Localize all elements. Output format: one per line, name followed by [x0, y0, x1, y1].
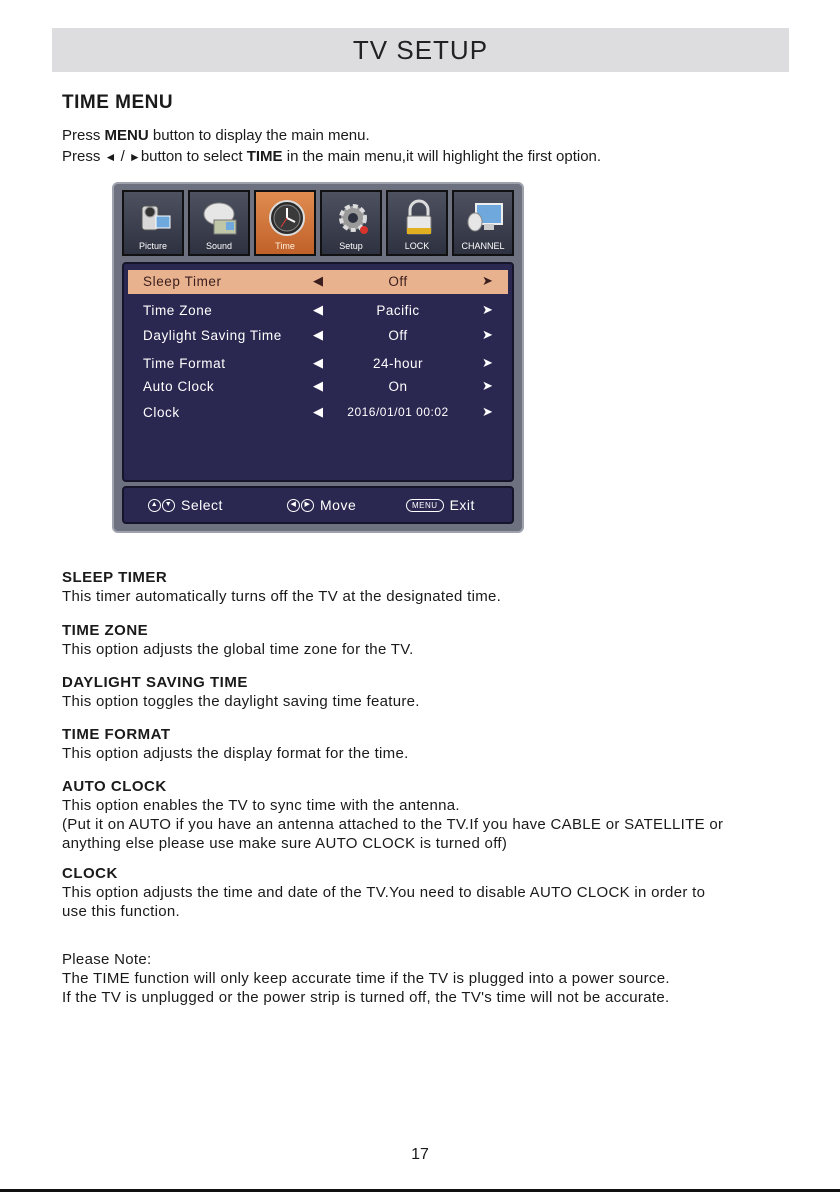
osd-settings-list [122, 262, 514, 482]
tv-osd-menu [112, 182, 524, 533]
tab-time-label: Time [275, 241, 295, 251]
desc-line: This option adjusts the time and date of the TV.You need to disable AUTO CLOCK in order to [62, 884, 706, 901]
padlock-icon [400, 198, 438, 238]
osd-row-auto-clock[interactable] [128, 375, 508, 399]
desc-sleep-timer [62, 568, 782, 606]
left-triangle-icon: ◄ [104, 150, 117, 164]
desc-time-format [62, 725, 782, 763]
tab-setup-label: Setup [339, 241, 363, 251]
osd-row-value: 2016/01/01 00:02 [347, 405, 449, 419]
left-right-buttons-icon [287, 499, 314, 512]
desc-clock [62, 864, 782, 921]
right-arrow-icon[interactable]: ➤ [482, 355, 493, 370]
tab-channel[interactable] [452, 190, 514, 256]
desc-line: use this function. [62, 903, 180, 920]
osd-footer-move-label: Move [320, 497, 357, 513]
tab-setup[interactable] [320, 190, 382, 256]
menu-key-icon: MENU [406, 499, 444, 512]
left-button-icon: ◀ [287, 499, 300, 512]
intro-line-2-mid: button to select [140, 148, 247, 165]
intro-line-1-pre: Press [62, 127, 105, 144]
clock-icon [268, 198, 306, 238]
desc-heading: TIME FORMAT [62, 726, 171, 743]
page-number: 17 [411, 1146, 429, 1163]
note-line: The TIME function will only keep accurate time if the TV is plugged into a power source. [62, 970, 670, 987]
satellite-dish-icon [202, 198, 240, 238]
left-arrow-icon[interactable]: ◀ [313, 378, 323, 393]
intro-line-2-sep: / [116, 148, 129, 165]
desc-line: (Put it on AUTO if you have an antenna attached to the TV.If you have CABLE or SATELLITE or [62, 816, 724, 833]
osd-row-label: Sleep Timer [143, 274, 222, 289]
desc-heading: AUTO CLOCK [62, 778, 167, 795]
section-title: TIME MENU [62, 92, 174, 113]
osd-row-time-zone[interactable] [128, 299, 508, 323]
intro-line-2-pre: Press [62, 148, 105, 165]
intro-line-2 [62, 146, 601, 168]
osd-row-label: Clock [143, 405, 180, 420]
osd-row-label: Auto Clock [143, 379, 215, 394]
osd-row-label: Time Format [143, 356, 226, 371]
osd-footer-move [287, 497, 356, 513]
desc-heading: DAYLIGHT SAVING TIME [62, 674, 248, 691]
right-arrow-icon[interactable]: ➤ [482, 327, 493, 342]
tab-time[interactable] [254, 190, 316, 256]
tab-sound-label: Sound [205, 241, 233, 251]
note-line: If the TV is unplugged or the power strip is turned off, the TV's time will not be accurate. [62, 989, 670, 1006]
note-title: Please Note: [62, 951, 152, 968]
osd-footer-select [148, 497, 223, 513]
intro-menu-keyword: MENU [104, 127, 149, 144]
tab-lock[interactable] [386, 190, 448, 256]
desc-line: anything else please use make sure AUTO CLOCK is turned off) [62, 835, 508, 852]
page-header-title: TV SETUP [352, 34, 489, 65]
right-arrow-icon[interactable]: ➤ [482, 378, 493, 393]
page-header [52, 28, 789, 72]
down-button-icon: ▼ [162, 499, 175, 512]
left-arrow-icon[interactable]: ◀ [313, 355, 323, 370]
up-button-icon: ▲ [148, 499, 161, 512]
osd-row-value: Off [388, 274, 408, 289]
intro-line-1-post: button to display the main menu. [148, 127, 370, 144]
tab-picture[interactable] [122, 190, 184, 256]
up-down-buttons-icon [148, 499, 175, 512]
monitor-dish-icon [466, 198, 504, 238]
left-arrow-icon[interactable]: ◀ [313, 327, 323, 342]
desc-line: This option adjusts the global time zone for the TV. [62, 641, 414, 658]
intro-line-1 [62, 125, 601, 146]
osd-row-time-format[interactable] [128, 352, 508, 376]
osd-row-label: Daylight Saving Time [143, 328, 282, 343]
desc-daylight-saving-time [62, 673, 782, 711]
osd-tab-row [122, 190, 514, 256]
tab-channel-label: CHANNEL [461, 241, 505, 251]
osd-footer-exit [406, 497, 475, 513]
intro-line-2-post: in the main menu,it will highlight the first option. [282, 148, 602, 165]
desc-line: This option enables the TV to sync time with the antenna. [62, 797, 460, 814]
gear-icon [334, 198, 372, 238]
osd-row-clock[interactable] [128, 401, 508, 425]
osd-row-value: Pacific [376, 303, 420, 318]
osd-footer [122, 486, 514, 524]
desc-heading: SLEEP TIMER [62, 569, 168, 586]
osd-row-sleep-timer[interactable] [128, 270, 508, 294]
right-arrow-icon[interactable]: ➤ [482, 404, 493, 419]
right-arrow-icon[interactable]: ➤ [482, 273, 493, 288]
desc-auto-clock [62, 777, 782, 853]
left-arrow-icon[interactable]: ◀ [313, 404, 323, 419]
desc-heading: CLOCK [62, 865, 118, 882]
osd-row-label: Time Zone [143, 303, 213, 318]
desc-heading: TIME ZONE [62, 622, 149, 639]
osd-row-value: On [388, 379, 408, 394]
osd-footer-select-label: Select [181, 497, 223, 513]
left-arrow-icon[interactable]: ◀ [313, 302, 323, 317]
please-note [62, 950, 670, 1007]
desc-line: This timer automatically turns off the TV at the designated time. [62, 588, 502, 605]
osd-row-value: Off [388, 328, 408, 343]
desc-line: This option adjusts the display format for the time. [62, 745, 409, 762]
osd-row-daylight-saving-time[interactable] [128, 324, 508, 348]
tab-picture-label: Picture [138, 241, 167, 251]
intro-text [62, 125, 601, 168]
left-arrow-icon[interactable]: ◀ [313, 273, 323, 288]
osd-row-value: 24-hour [372, 356, 424, 371]
desc-time-zone [62, 621, 782, 659]
right-arrow-icon[interactable]: ➤ [482, 302, 493, 317]
camcorder-icon [136, 198, 174, 238]
right-triangle-icon: ► [128, 150, 141, 164]
right-button-icon: ▶ [301, 499, 314, 512]
intro-time-keyword: TIME [246, 148, 283, 165]
tab-sound[interactable] [188, 190, 250, 256]
desc-line: This option toggles the daylight saving time feature. [62, 693, 420, 710]
osd-footer-exit-label: Exit [449, 497, 475, 513]
tab-lock-label: LOCK [404, 241, 430, 251]
